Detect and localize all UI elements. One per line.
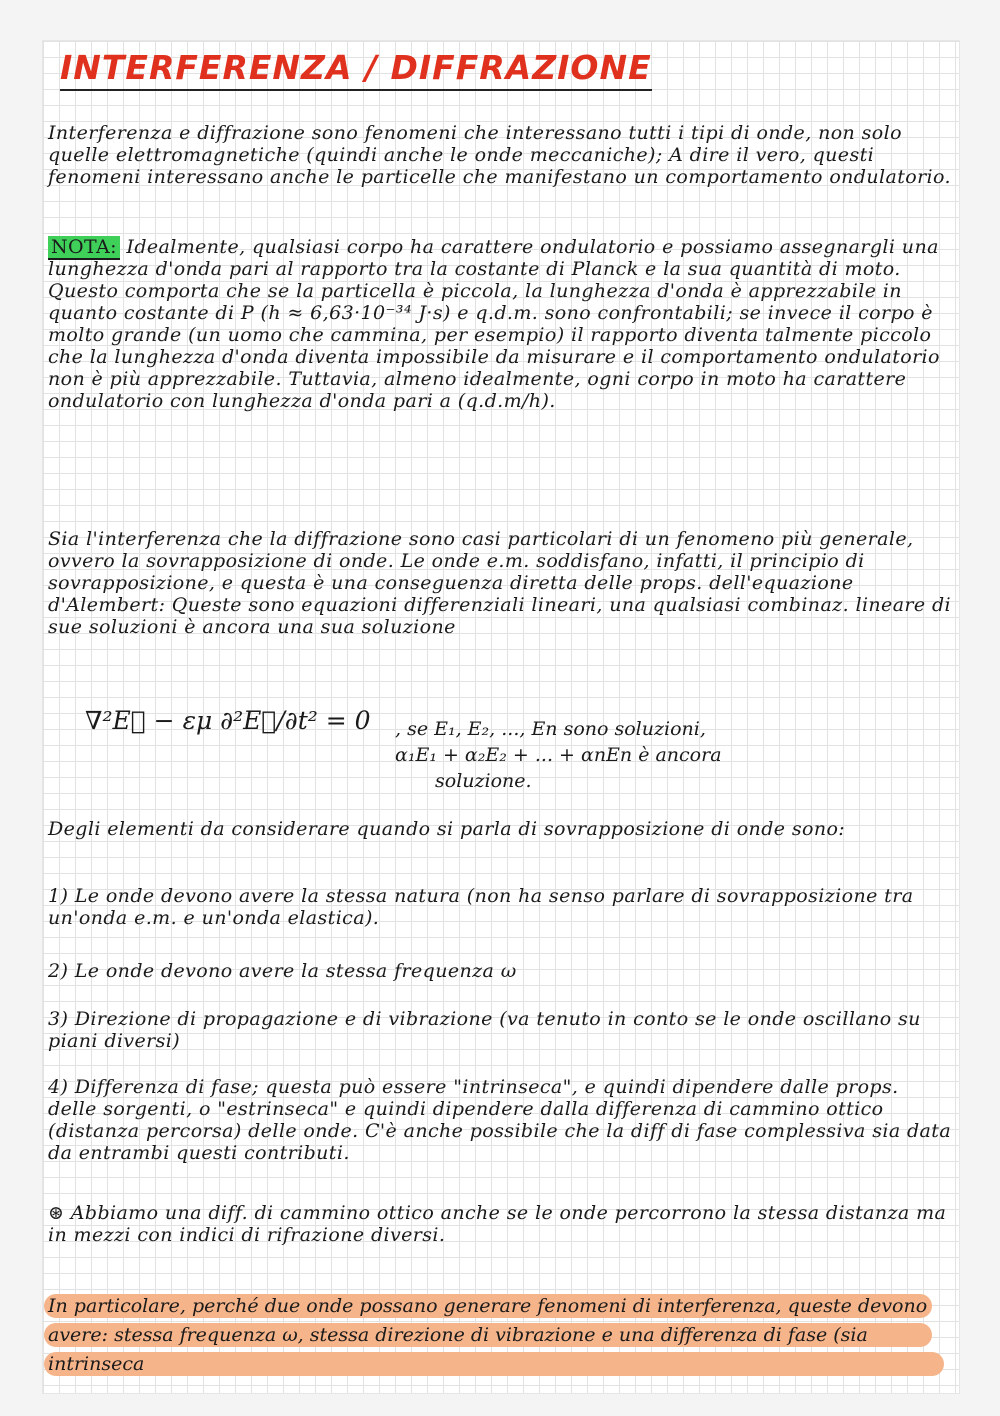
list-item: 1) Le onde devono avere la stessa natura (non ha senso parlare di sovrapposizione tra un'onda e.m. e un'onda elastica). (48, 885, 914, 929)
nota-tag: NOTA: (48, 236, 120, 260)
superposition-paragraph: Sia l'interferenza che la diffrazione sono casi particolari di un fenomeno più generale, ovvero la sovrapposizione di onde. Le onde e.m. soddisfano, infatti, il principio di sovrapposizione, e questa è una conseguenza diretta delle props. dell'equazione d'Alembert: Queste sono equazioni differenziali lineari, una qualsiasi combinaz. lineare di sue soluzioni è ancora una sua soluzione (48, 528, 952, 638)
page-title: INTERFERENZA / DIFFRAZIONE (60, 48, 652, 91)
elements-intro: Degli elementi da considerare quando si parla di sovrapposizione di onde sono: (48, 818, 846, 840)
nota-text: Idealmente, qualsiasi corpo ha carattere ondulatorio e possiamo assegnargli una lunghezza d'onda pari al rapporto tra la costante di Planck e la sua quantità di moto. Questo comporta che se la particella è piccola, la lunghezza d'onda è apprezzabile in quanto costante di P (h ≈ 6,63·10⁻³⁴ J·s) e q.d.m. sono confrontabili; se invece il corpo è molto grande (un uomo che cammina, per esempio) il rapporto diventa talmente piccolo che la lunghezza d'onda diventa impossibile da misurare e il comportamento ondulatorio non è più apprezzabile. Tuttavia, almeno idealmente, ogni corpo in moto ha carattere ondulatorio con lunghezza d'onda pari a (q.d.m/h). (48, 236, 940, 412)
highlighted-conclusion: In particolare, perché due onde possano generare fenomeni di interferenza, queste devono avere: stessa frequenza ω, stessa direzione di vibrazione e una differenza di fase (sia intrinseca (48, 1295, 928, 1375)
nota-paragraph (48, 236, 953, 412)
intro-paragraph: Interferenza e diffrazione sono fenomeni che interessano tutti i tipi di onde, non solo quelle elettromagnetiche (quindi anche le onde meccaniche); A dire il vero, questi fenomeni interessano anche le particelle che manifestano un comportamento ondulatorio. (48, 122, 951, 188)
footnote: ⊛ Abbiamo una diff. di cammino ottico anche se le onde percorrono la stessa distanza ma in mezzi con indici di rifrazione diversi. (48, 1202, 947, 1246)
list-item: 3) Direzione di propagazione e di vibrazione (va tenuto in conto se le onde oscillano su piani diversi) (48, 1008, 921, 1052)
formula-side-line-2: α₁E₁ + α₂E₂ + ... + αnEn è ancora (395, 744, 722, 766)
formula-side-line-3: soluzione. (435, 770, 532, 792)
list-item: 2) Le onde devono avere la stessa frequenza ω (48, 960, 517, 982)
list-item: 4) Differenza di fase; questa può essere "intrinseca", e quindi dipendere dalle props. delle sorgenti, o "estrinseca" e quindi dipendere dalla differenza di cammino ottico (distanza percorsa) delle onde. C'è anche possibile che la diff di fase complessiva sia data da entrambi questi contributi. (48, 1076, 952, 1164)
formula-side-line-1: , se E₁, E₂, ..., En sono soluzioni, (395, 718, 706, 740)
dalembert-equation: ∇²E⃗ − εμ ∂²E⃗/∂t² = 0 (85, 706, 371, 735)
formula-side-text (395, 716, 935, 794)
